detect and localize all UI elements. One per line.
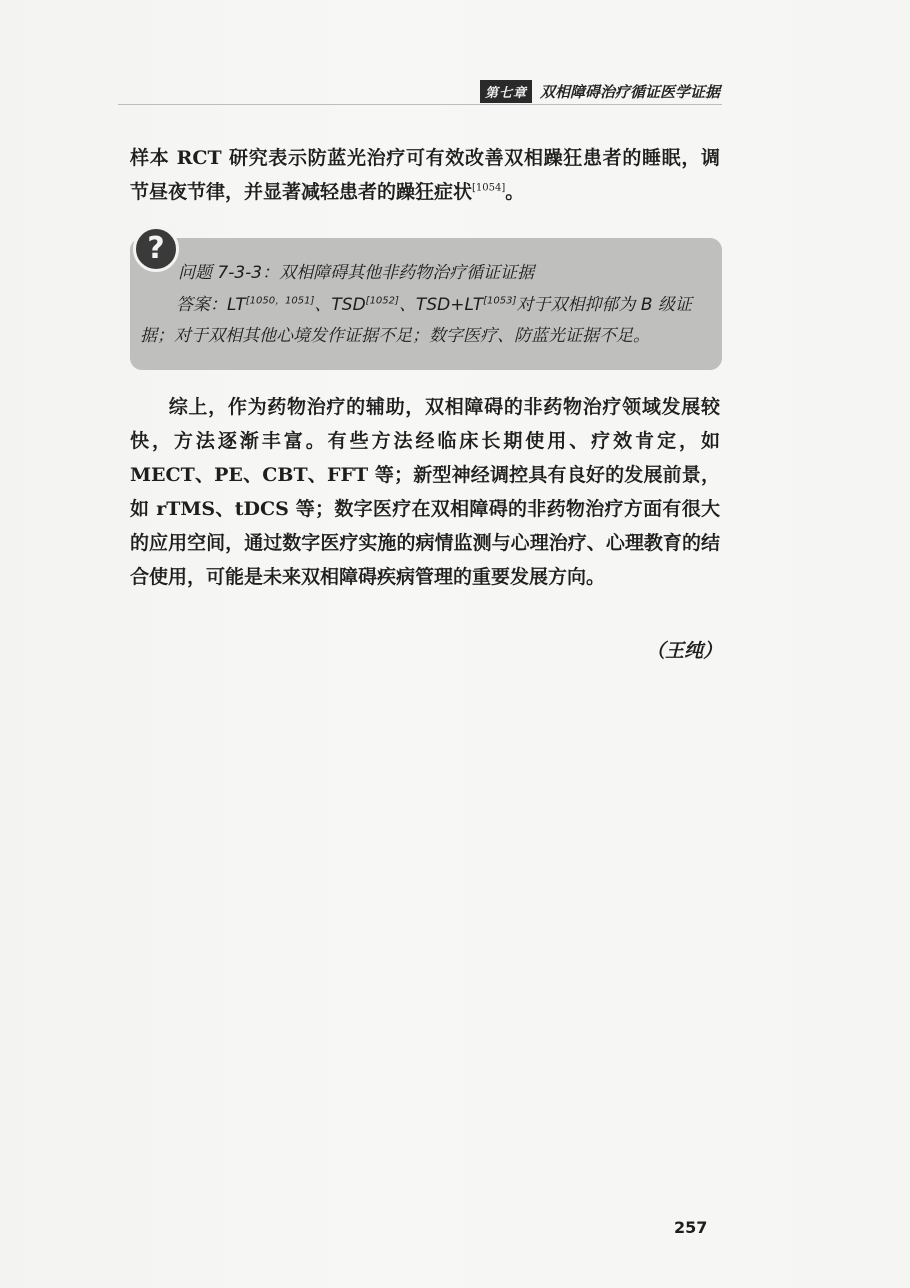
page-number: 257 xyxy=(674,1218,708,1237)
citation-1054: [1054] xyxy=(472,182,506,194)
qa-answer xyxy=(140,290,718,352)
qa-answer-prefix: 答案：LT xyxy=(176,295,246,315)
citation-1052: [1052] xyxy=(365,295,399,307)
author-signature: （王纯） xyxy=(645,640,722,662)
qa-question: 问题 7-3-3：双相障碍其他非药物治疗循证证据 xyxy=(178,263,535,283)
header-divider xyxy=(118,104,722,105)
paragraph-1 xyxy=(130,141,720,209)
qa-answer-part-4: 对于双相抑郁为 B 级证据；对于双相其他心境发作证据不足；数字医疗、防蓝光证据不足。 xyxy=(140,295,692,346)
question-mark-icon: ? xyxy=(133,226,179,272)
paragraph-2-text: 综上，作为药物治疗的辅助，双相障碍的非药物治疗领域发展较快，方法逐渐丰富。有些方法经临床长期使用、疗效肯定，如 MECT、PE、CBT、FFT 等；新型神经调控具有良好的发展前景，如 rTMS、tDCS 等；数字医疗在双相障碍的非药物治疗方面有很大的应用空间，通过数字医疗实施的病情监测与心理治疗、心理教育的结合使用，可能是未来双相障碍疾病管理的重要发展方向。 xyxy=(130,396,720,588)
header-title: 双相障碍治疗循证医学证据 xyxy=(539,83,720,101)
citation-1050-1051: [1050，1051] xyxy=(245,295,315,307)
paragraph-1-end: 。 xyxy=(505,181,525,203)
paragraph-1-text: 样本 RCT 研究表示防蓝光治疗可有效改善双相躁狂患者的睡眠，调节昼夜节律，并显著减轻患者的躁狂症状 xyxy=(130,147,720,203)
chapter-badge: 第七章 xyxy=(480,80,532,103)
qa-answer-part-3: 、TSD+LT xyxy=(398,295,484,315)
running-header xyxy=(480,80,720,103)
paragraph-2 xyxy=(130,390,720,594)
qa-answer-part-2: 、TSD xyxy=(314,295,366,315)
citation-1053: [1053] xyxy=(483,295,517,307)
